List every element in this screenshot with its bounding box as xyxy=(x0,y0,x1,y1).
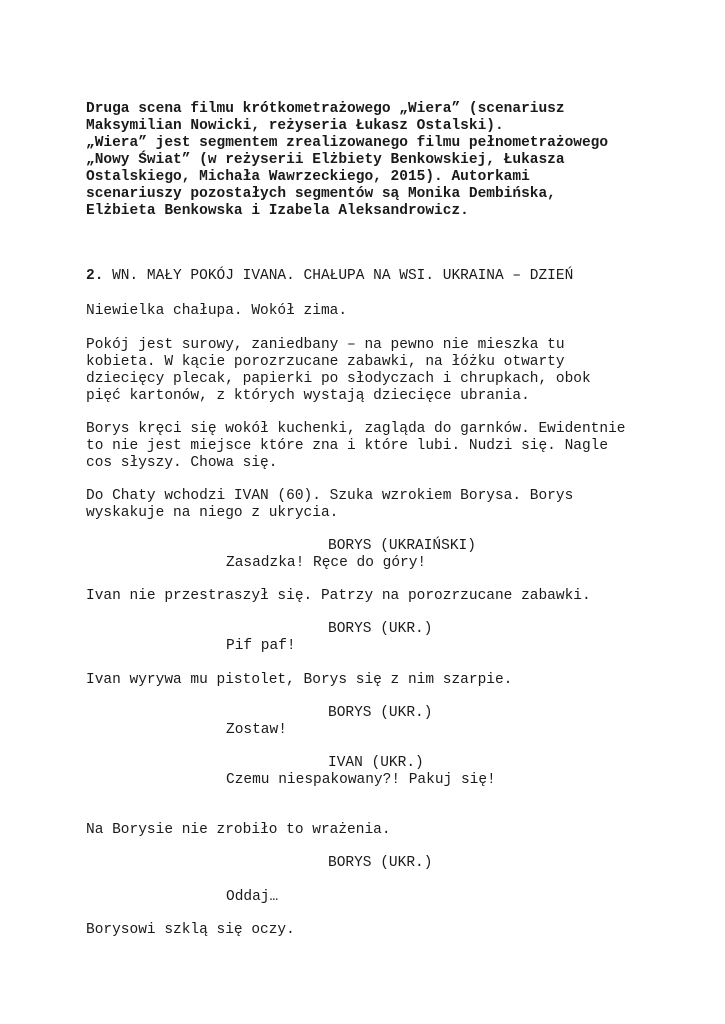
character-name: BORYS (UKR.) xyxy=(328,855,433,871)
action-line: Pokój jest surowy, zaniedbany – na pewno nie mieszka tu xyxy=(86,337,565,353)
action-line: Do Chaty wchodzi IVAN (60). Szuka wzrokiem Borysa. Borys xyxy=(86,488,574,504)
scene-heading-text: WN. MAŁY POKÓJ IVANA. CHAŁUPA NA WSI. UKRAINA – DZIEŃ xyxy=(103,268,574,284)
intro-line: scenariuszy pozostałych segmentów są Monika Dembińska, xyxy=(86,186,556,202)
dialogue-line: Zostaw! xyxy=(226,722,287,738)
character-name: BORYS (UKR.) xyxy=(328,621,433,637)
dialogue-line: Czemu niespakowany?! Pakuj się! xyxy=(226,772,496,788)
dialogue-line: Pif paf! xyxy=(226,638,296,654)
action-line: dziecięcy plecak, papierki po słodyczach i chrupkach, obok xyxy=(86,371,591,387)
dialogue-line: Oddaj… xyxy=(226,889,279,905)
character-name: BORYS (UKRAIŃSKI) xyxy=(328,538,476,554)
action-line: kobieta. W kącie porozrzucane zabawki, na łóżku otwarty xyxy=(86,354,565,370)
action-line: Borys kręci się wokół kuchenki, zagląda do garnków. Ewidentnie xyxy=(86,421,626,437)
intro-line: Ostalskiego, Michała Wawrzeckiego, 2015). Autorkami xyxy=(86,169,530,185)
action-line: Borysowi szklą się oczy. xyxy=(86,922,295,938)
dialogue-line: Zasadzka! Ręce do góry! xyxy=(226,555,427,571)
action-line: Na Borysie nie zrobiło to wrażenia. xyxy=(86,822,391,838)
action-line: wyskakuje na niego z ukrycia. xyxy=(86,505,339,521)
action-line: to nie jest miejsce które zna i które lubi. Nudzi się. Nagle xyxy=(86,438,609,454)
scene-number: 2. xyxy=(86,268,104,284)
intro-line: „Nowy Świat” (w reżyserii Elżbiety Benkowskiej, Łukasza xyxy=(86,152,565,168)
action-line: Ivan wyrywa mu pistolet, Borys się z nim szarpie. xyxy=(86,672,513,688)
scene-heading xyxy=(86,268,573,285)
action-line: Niewielka chałupa. Wokół zima. xyxy=(86,303,348,319)
intro-line: Elżbieta Benkowska i Izabela Aleksandrowicz. xyxy=(86,203,469,219)
intro-line: „Wiera” jest segmentem zrealizowanego filmu pełnometrażowego xyxy=(86,135,609,151)
action-line: cos słyszy. Chowa się. xyxy=(86,455,278,471)
action-line: Ivan nie przestraszył się. Patrzy na porozrzucane zabawki. xyxy=(86,588,591,604)
action-line: pięć kartonów, z których wystają dziecięce ubrania. xyxy=(86,388,530,404)
intro-line: Druga scena filmu krótkometrażowego „Wiera” (scenariusz xyxy=(86,101,565,117)
intro-line: Maksymilian Nowicki, reżyseria Łukasz Ostalski). xyxy=(86,118,504,134)
character-name: IVAN (UKR.) xyxy=(328,755,424,771)
character-name: BORYS (UKR.) xyxy=(328,705,433,721)
